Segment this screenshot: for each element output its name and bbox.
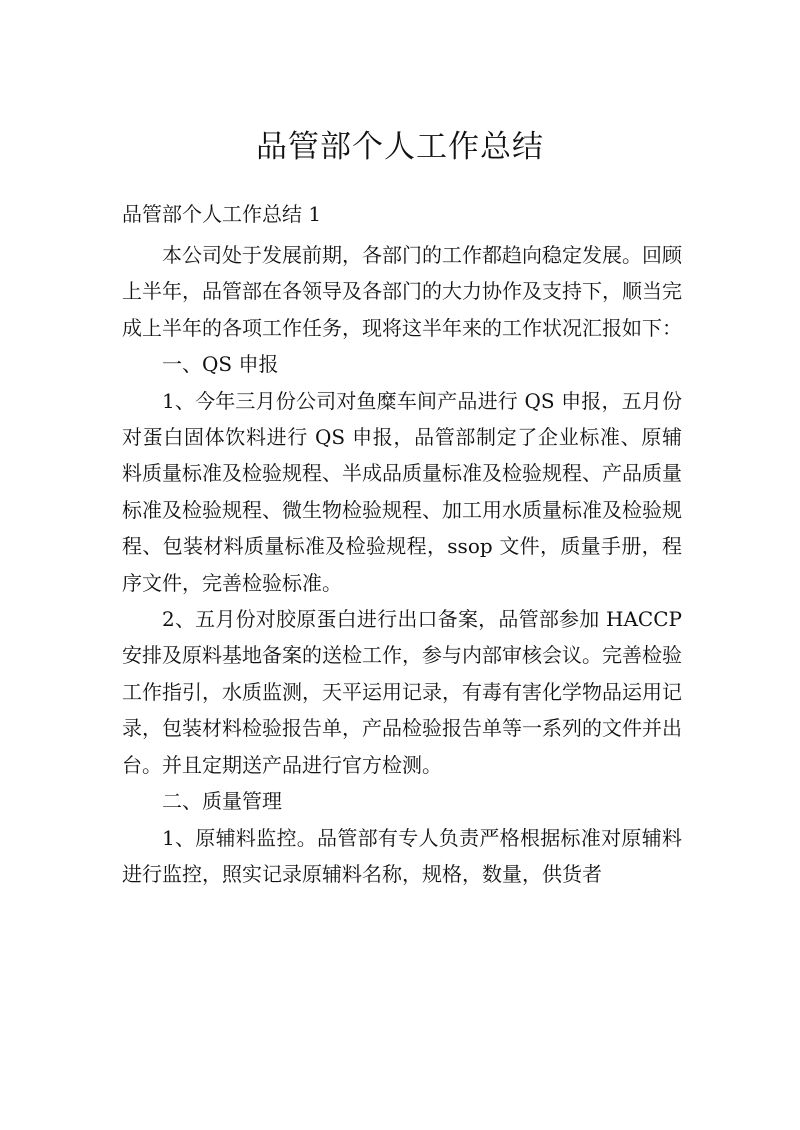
- qs-item-1-paragraph: 1、今年三月份公司对鱼糜车间产品进行 QS 申报，五月份对蛋白固体饮料进行 QS 申报，品管部制定了企业标准、原辅料质量标准及检验规程、半成品质量标准及检验规程、产品质量标准及检验规程、微生物检验规程、加工用水质量标准及检验规程、包装材料质量标准及检验规程，ssop 文件，质量手册，程序文件，完善检验标准。: [122, 388, 682, 595]
- document-title: 品管部个人工作总结: [256, 129, 544, 165]
- section-subtitle: 品管部个人工作总结 1: [122, 202, 322, 226]
- quality-item-1-paragraph: 1、原辅料监控。品管部有专人负责严格根据标准对原辅料进行监控，照实记录原辅料名称，规格，数量，供货者: [122, 825, 682, 886]
- document-body: [122, 198, 682, 892]
- section-heading-quality: 二、质量管理: [162, 789, 282, 814]
- qs-item-2-paragraph: 2、五月份对胶原蛋白进行出口备案，品管部参加 HACCP 安排及原料基地备案的送检工作，参与内部审核会议。完善检验工作指引，水质监测，天平运用记录，有毒有害化学物品运用记录，包装材料检验报告单，产品检验报告单等一系列的文件并出台。并且定期送产品进行官方检测。: [122, 607, 682, 777]
- intro-paragraph: 本公司处于发展前期，各部门的工作都趋向稳定发展。回顾上半年，品管部在各领导及各部门的大力协作及支持下，顺当完成上半年的各项工作任务，现将这半年来的工作状况汇报如下：: [122, 243, 682, 340]
- section-heading-qs: 一、QS 申报: [162, 352, 279, 377]
